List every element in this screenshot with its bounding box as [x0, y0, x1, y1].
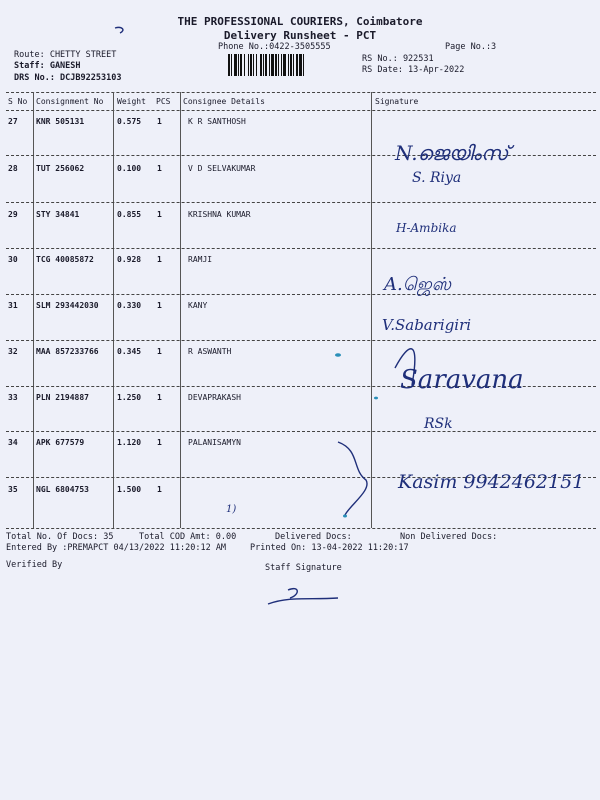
row-consignment: TUT 256062 [36, 164, 85, 173]
ink-dot [343, 515, 347, 518]
row-sno: 32 [8, 347, 18, 356]
row-consignee: KRISHNA KUMAR [188, 210, 251, 219]
entered-by: Entered By :PREMAPCT 04/13/2022 11:20:12 AM [6, 543, 227, 553]
row-consignment: APK 677579 [36, 438, 85, 447]
row-consignee: RAMJI [188, 255, 213, 264]
row-consignee: KANY [188, 301, 208, 310]
signature-7: RSk [424, 416, 453, 432]
page-number: Page No.:3 [445, 42, 497, 52]
pen-mark: 1) [226, 504, 237, 515]
company-title: THE PROFESSIONAL COURIERS, Coimbatore [177, 15, 423, 28]
col-consignee: Consignee Details [183, 97, 265, 106]
row-pcs: 1 [157, 438, 162, 447]
row-weight: 0.855 [117, 210, 142, 219]
row-weight: 0.928 [117, 255, 142, 264]
total-docs: Total No. Of Docs: 35 [6, 532, 114, 542]
signature-5: V.Sabarigiri [382, 316, 472, 334]
row-consignment: STY 34841 [36, 210, 80, 219]
row-sno: 29 [8, 210, 18, 219]
row-weight: 1.120 [117, 438, 142, 447]
runsheet-subtitle: Delivery Runsheet - PCT [223, 29, 377, 42]
delivered-docs: Delivered Docs: [275, 532, 352, 542]
col-sno: S No [8, 97, 28, 106]
non-delivered-docs: Non Delivered Docs: [400, 532, 498, 542]
verified-by: Verified By [6, 560, 63, 570]
pen-mark [115, 27, 123, 33]
row-sno: 27 [8, 117, 18, 126]
drs-number: DRS No.: DCJB92253103 [14, 73, 122, 83]
row-pcs: 1 [157, 301, 162, 310]
row-pcs: 1 [157, 210, 162, 219]
row-sno: 34 [8, 438, 18, 447]
rs-date: RS Date: 13-Apr-2022 [362, 65, 465, 75]
signature-8: Kasim 9942462151 [398, 471, 585, 493]
row-pcs: 1 [157, 485, 162, 494]
col-signature: Signature [375, 97, 419, 106]
staff-signature-stroke [288, 589, 297, 598]
row-weight: 0.345 [117, 347, 142, 356]
row-consignment: SLM 293442030 [36, 301, 99, 310]
row-consignee: R ASWANTH [188, 347, 232, 356]
row-consignment: PLN 2194887 [36, 393, 89, 402]
row-consignee: K R SANTHOSH [188, 117, 246, 126]
signature-3: H-Ambika [396, 221, 457, 235]
route: Route: CHETTY STREET [14, 50, 117, 60]
staff-name: Staff: GANESH [14, 61, 81, 71]
row-pcs: 1 [157, 117, 162, 126]
row-sno: 31 [8, 301, 18, 310]
signature-6: Saravana [400, 365, 524, 395]
total-cod: Total COD Amt: 0.00 [139, 532, 237, 542]
row-weight: 0.330 [117, 301, 142, 310]
col-weight: Weight [117, 97, 146, 106]
signature-4: A.ஜெஸ் [384, 274, 452, 295]
row-pcs: 1 [157, 393, 162, 402]
row-weight: 1.500 [117, 485, 142, 494]
col-consignment: Consignment No [36, 97, 104, 106]
row-weight: 0.575 [117, 117, 142, 126]
printed-on: Printed On: 13-04-2022 11:20:17 [250, 543, 409, 553]
row-pcs: 1 [157, 255, 162, 264]
row-sno: 28 [8, 164, 18, 173]
staff-signature-label: Staff Signature [265, 563, 342, 573]
row-sno: 33 [8, 393, 18, 402]
row-weight: 0.100 [117, 164, 142, 173]
row-pcs: 1 [157, 347, 162, 356]
ink-dot [335, 353, 341, 357]
row-sno: 30 [8, 255, 18, 264]
row-consignee: PALANISAMYN [188, 438, 241, 447]
row-consignment: MAA 857233766 [36, 347, 99, 356]
signature-2: S. Riya [412, 170, 462, 186]
row-consignment: KNR 505131 [36, 117, 85, 126]
row-consignee: DEVAPRAKASH [188, 393, 241, 402]
row-consignee: V D SELVAKUMAR [188, 164, 256, 173]
row-sno: 35 [8, 485, 18, 494]
row-consignment: TCG 40085872 [36, 255, 94, 264]
row-consignment: NGL 6804753 [36, 485, 89, 494]
signature-stroke [338, 442, 367, 515]
staff-signature-stroke [268, 598, 338, 604]
ink-dot [374, 397, 378, 400]
col-pcs: PCS [156, 97, 171, 106]
signature-1: N.ജെയിംസ് [395, 141, 509, 165]
rs-number: RS No.: 922531 [362, 54, 434, 64]
row-weight: 1.250 [117, 393, 142, 402]
row-pcs: 1 [157, 164, 162, 173]
phone-number: Phone No.:0422-3505555 [218, 42, 331, 52]
